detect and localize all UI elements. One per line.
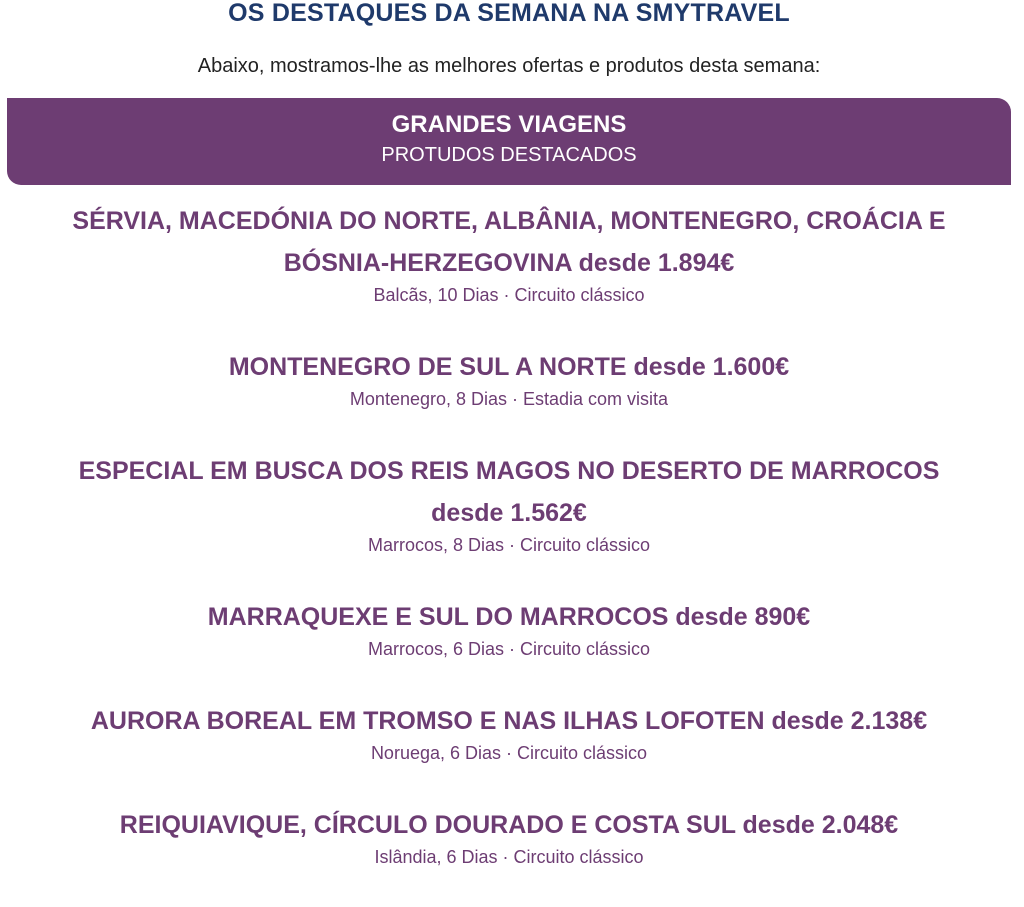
product-item	[0, 450, 1018, 556]
product-meta: Balcãs, 10 Dias · Circuito clássico	[373, 285, 645, 305]
spacer	[0, 556, 1018, 596]
product-item	[0, 596, 1018, 660]
banner-subtitle: PROTUDOS DESTACADOS	[381, 144, 637, 166]
banner-title: GRANDES VIAGENS	[391, 111, 627, 138]
spacer	[0, 660, 1018, 700]
product-meta: Islândia, 6 Dias · Circuito clássico	[374, 847, 644, 867]
product-item	[0, 346, 1018, 410]
page-title: OS DESTAQUES DA SEMANA NA SMYTRAVEL	[228, 0, 790, 27]
product-item	[0, 700, 1018, 764]
product-title-link[interactable]: REIQUIAVIQUE, CÍRCULO DOURADO E COSTA SUL desde 2.048€	[119, 811, 899, 839]
product-title-link[interactable]: MONTENEGRO DE SUL A NORTE desde 1.600€	[228, 353, 790, 381]
spacer	[0, 410, 1018, 450]
section-banner	[7, 98, 1011, 185]
spacer	[0, 764, 1018, 804]
intro-text: Abaixo, mostramos-lhe as melhores ofertas e produtos desta semana:	[197, 55, 821, 77]
product-item	[0, 804, 1018, 868]
spacer	[0, 306, 1018, 346]
product-title-link[interactable]: MARRAQUEXE E SUL DO MARROCOS desde 890€	[207, 603, 811, 631]
product-meta: Marrocos, 6 Dias · Circuito clássico	[367, 639, 651, 659]
product-meta: Marrocos, 8 Dias · Circuito clássico	[367, 535, 651, 555]
product-meta: Noruega, 6 Dias · Circuito clássico	[370, 743, 648, 763]
product-title-link[interactable]: AURORA BOREAL EM TROMSO E NAS ILHAS LOFOTEN desde 2.138€	[90, 707, 928, 735]
product-meta: Montenegro, 8 Dias · Estadia com visita	[349, 389, 669, 409]
product-list	[0, 200, 1018, 868]
product-item	[0, 200, 1018, 306]
product-title-link[interactable]: SÉRVIA, MACEDÓNIA DO NORTE, ALBÂNIA, MONTENEGRO, CROÁCIA E BÓSNIA-HERZEGOVINA desde 1.894€	[72, 207, 946, 277]
product-title-link[interactable]: ESPECIAL EM BUSCA DOS REIS MAGOS NO DESERTO DE MARROCOS desde 1.562€	[78, 457, 940, 527]
